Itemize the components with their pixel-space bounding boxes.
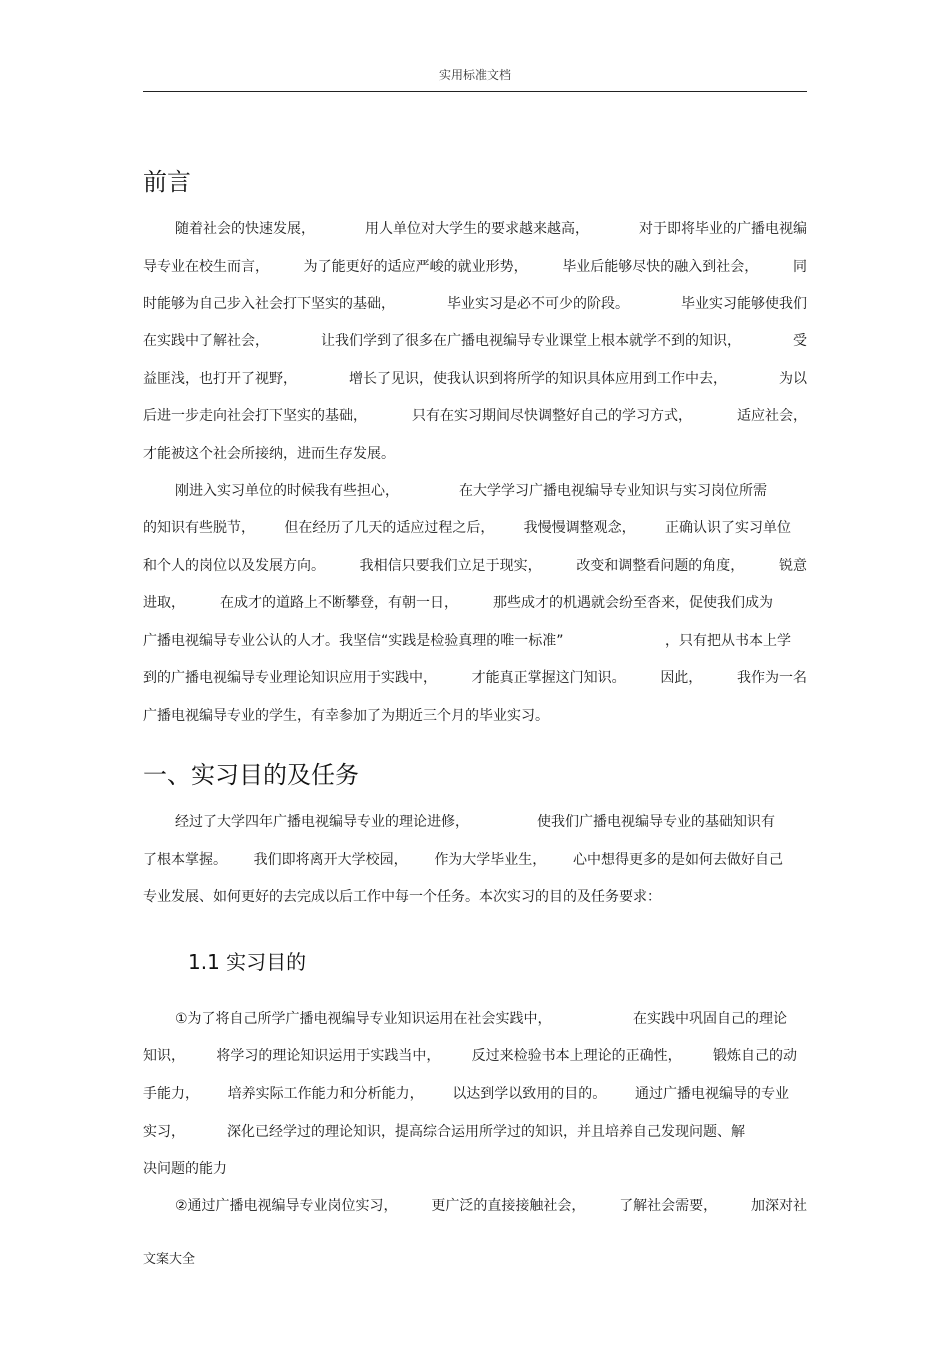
preface-p2-line xyxy=(143,631,791,651)
preface-p2-line xyxy=(143,706,807,726)
section1-p1-line xyxy=(175,812,775,832)
sub1-p1-line xyxy=(143,1046,797,1066)
preface-p1-line xyxy=(175,219,807,239)
text-segment: 和个人的岗位以及发展方向。 xyxy=(143,558,325,574)
preface-p2-line xyxy=(175,481,767,501)
preface-p1-line xyxy=(143,444,807,464)
text-segment: 的知识有些脱节， xyxy=(143,520,255,536)
text-segment: 但在经历了几天的适应过程之后， xyxy=(284,520,495,536)
text-segment: 更广泛的直接接触社会， xyxy=(431,1198,586,1214)
section1-p1-line xyxy=(143,850,783,870)
text-segment: 决问题的能力 xyxy=(143,1161,227,1177)
text-segment: 锐意 xyxy=(778,558,807,574)
sub1-p2-line xyxy=(175,1196,807,1216)
text-segment: 我作为一名 xyxy=(736,670,807,686)
sub1-p1-line xyxy=(175,1009,787,1029)
text-segment: 用人单位对大学生的要求越来越高， xyxy=(365,221,589,237)
section1-heading: 一、实习目的及任务 xyxy=(143,761,359,789)
text-segment: 毕业后能够尽快的融入到社会， xyxy=(562,259,759,275)
preface-p2-line xyxy=(143,668,807,688)
text-segment: 增长了见识，使我认识到将所学的知识具体应用到工作中去， xyxy=(349,371,727,387)
text-segment: 专业发展、如何更好的去完成以后工作中每一个任务。本次实习的目的及任务要求： xyxy=(143,889,661,905)
sub1-p1-line xyxy=(143,1122,745,1142)
text-segment: 了解社会需要， xyxy=(619,1198,718,1214)
text-segment: 后进一步走向社会打下坚实的基础， xyxy=(143,408,367,424)
text-segment: 经过了大学四年广播电视编导专业的理论进修， xyxy=(175,814,469,830)
preface-p1-line xyxy=(143,294,807,314)
text-segment: 在实践中了解社会， xyxy=(143,333,269,349)
text-segment: 使我们广播电视编导专业的基础知识有 xyxy=(537,814,775,830)
text-segment: 心中想得更多的是如何去做好自己 xyxy=(572,852,783,868)
text-segment: ②通过广播电视编导专业岗位实习， xyxy=(175,1198,398,1214)
preface-p2-line xyxy=(143,518,791,538)
text-segment: 我慢慢调整观念， xyxy=(523,520,636,536)
text-segment: 同 xyxy=(792,259,807,275)
text-segment: 锻炼自己的动 xyxy=(712,1048,797,1064)
text-segment: ①为了将自己所学广播电视编导专业知识运用在社会实践中， xyxy=(175,1011,552,1027)
text-segment: 将学习的理论知识运用于实践当中， xyxy=(216,1048,441,1064)
text-segment: 在大学学习广播电视编导专业知识与实习岗位所需 xyxy=(459,483,767,499)
text-segment: 培养实际工作能力和分析能力， xyxy=(227,1086,424,1102)
text-segment: 毕业实习能够使我们 xyxy=(681,296,807,312)
text-segment: 实习， xyxy=(143,1124,185,1140)
text-segment: 深化已经学过的理论知识，提高综合运用所学过的知识，并且培养自己发现问题、解 xyxy=(227,1124,745,1140)
header-rule xyxy=(143,91,807,92)
text-segment: 在实践中巩固自己的理论 xyxy=(633,1011,787,1027)
sub1-p1-line xyxy=(143,1084,789,1104)
text-segment: 受 xyxy=(793,333,807,349)
text-segment: 益匪浅，也打开了视野， xyxy=(143,371,297,387)
text-segment: 到的广播电视编导专业理论知识应用于实践中， xyxy=(143,670,437,686)
page-footer: 文案大全 xyxy=(143,1252,196,1267)
text-segment: 对于即将毕业的广播电视编 xyxy=(639,221,807,237)
text-segment: 了根本掌握。 xyxy=(143,852,227,868)
preface-p2-line xyxy=(143,556,807,576)
text-segment: 手能力， xyxy=(143,1086,199,1102)
text-segment: 我相信只要我们立足于现实， xyxy=(359,558,542,574)
text-segment: 随着社会的快速发展， xyxy=(175,221,315,237)
text-segment: 我们即将离开大学校园， xyxy=(253,852,408,868)
text-segment: 毕业实习是必不可少的阶段。 xyxy=(447,296,629,312)
text-segment: 适应社会， xyxy=(737,408,807,424)
text-segment: 那些成才的机遇就会纷至沓来，促使我们成为 xyxy=(493,595,773,611)
preface-p1-line xyxy=(143,331,807,351)
text-segment: 在成才的道路上不断攀登，有朝一日， xyxy=(220,595,458,611)
text-segment: 广播电视编导专业公认的人才。我坚信“实践是检验真理的唯一标准” xyxy=(143,633,564,649)
subsection-1-1-heading: 1.1 实习目的 xyxy=(188,950,307,974)
text-segment: 改变和调整看问题的角度， xyxy=(576,558,745,574)
text-segment: 正确认识了实习单位 xyxy=(664,520,791,536)
preface-p1-line xyxy=(143,369,807,389)
text-segment: 作为大学毕业生， xyxy=(434,852,547,868)
sub1-p1-line xyxy=(143,1159,807,1179)
text-segment: 时能够为自己步入社会打下坚实的基础， xyxy=(143,296,395,312)
page-header: 实用标准文档 xyxy=(438,68,511,82)
text-segment: 反过来检验书本上理论的正确性， xyxy=(471,1048,682,1064)
text-segment: 因此， xyxy=(660,670,703,686)
preface-heading: 前言 xyxy=(143,168,191,196)
text-segment: 加深对社 xyxy=(751,1198,807,1214)
text-segment: 导专业在校生而言， xyxy=(143,259,269,275)
preface-p1-line xyxy=(143,406,807,426)
text-segment: 为了能更好的适应严峻的就业形势， xyxy=(303,259,528,275)
preface-p1-line xyxy=(143,257,807,277)
text-segment: 知识， xyxy=(143,1048,185,1064)
text-segment: 广播电视编导专业的学生，有幸参加了为期近三个月的毕业实习。 xyxy=(143,708,549,724)
text-segment: 进取， xyxy=(143,595,185,611)
section1-p1-line xyxy=(143,887,807,907)
text-segment: 以达到学以致用的目的。 xyxy=(452,1086,607,1102)
text-segment: 才能被这个社会所接纳，进而生存发展。 xyxy=(143,446,395,462)
text-segment: ，只有把从书本上学 xyxy=(665,633,791,649)
text-segment: 为以 xyxy=(779,371,807,387)
preface-p2-line xyxy=(143,593,773,613)
text-segment: 刚进入实习单位的时候我有些担心， xyxy=(175,483,399,499)
text-segment: 通过广播电视编导的专业 xyxy=(634,1086,789,1102)
text-segment: 才能真正掌握这门知识。 xyxy=(471,670,626,686)
text-segment: 只有在实习期间尽快调整好自己的学习方式， xyxy=(412,408,692,424)
text-segment: 让我们学到了很多在广播电视编导专业课堂上根本就学不到的知识， xyxy=(321,333,741,349)
